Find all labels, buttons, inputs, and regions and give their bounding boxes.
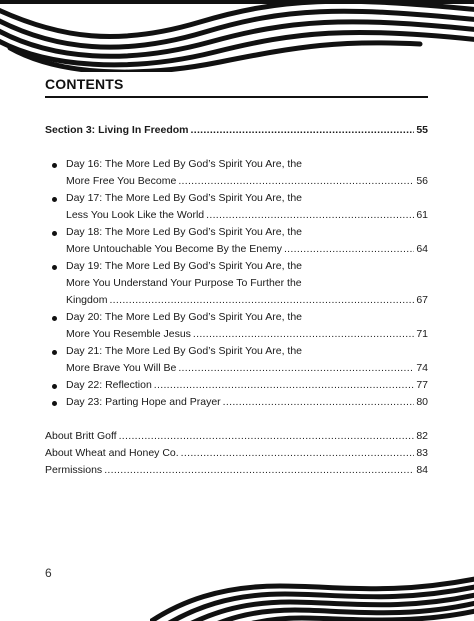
toc-entry-line: Day 19: The More Led By God’s Spirit You Are, the: [66, 260, 303, 272]
wave-decoration-top: [0, 0, 474, 72]
toc-extra-entry[interactable]: [45, 428, 428, 445]
bullet-icon: [52, 197, 57, 202]
toc-entry-label: More Untouchable You Become By the Enemy: [66, 243, 282, 255]
toc-entry-label: Kingdom: [66, 294, 108, 306]
toc-entry-line: Day 21: The More Led By God’s Spirit You Are, the: [66, 345, 303, 357]
spacer: [45, 139, 428, 156]
toc-entry-final-line: [66, 377, 428, 394]
toc-day-entry[interactable]: [45, 258, 428, 309]
toc-section-entry[interactable]: [45, 122, 428, 139]
toc-day-entry[interactable]: [45, 309, 428, 343]
toc-page-number: 77: [416, 379, 428, 391]
toc-day-entry[interactable]: [45, 394, 428, 411]
toc-extra-entry[interactable]: [45, 445, 428, 462]
toc-entry-final-line: [66, 394, 428, 411]
toc-day-entry[interactable]: [45, 343, 428, 377]
toc-day-entry[interactable]: [45, 190, 428, 224]
toc-entry-line: Day 17: The More Led By God’s Spirit You Are, the: [66, 192, 303, 204]
dot-leader: [178, 173, 414, 190]
toc-extra-entry[interactable]: [45, 462, 428, 479]
toc-entry-final-line: [66, 292, 428, 309]
dot-leader: [178, 360, 414, 377]
page-number: 6: [45, 566, 52, 580]
toc-entry-final-line: [66, 241, 428, 258]
toc-entry-line: Day 18: The More Led By God’s Spirit You Are, the: [66, 226, 303, 238]
dot-leader: [193, 326, 414, 343]
toc-page-number: 82: [416, 430, 428, 442]
toc-page-number: 61: [416, 209, 428, 221]
toc-entry-label: Day 23: Parting Hope and Prayer: [66, 396, 221, 408]
bullet-icon: [52, 265, 57, 270]
toc-entry-label: Day 22: Reflection: [66, 379, 152, 391]
table-of-contents: [45, 122, 428, 479]
toc-entry-label: About Wheat and Honey Co.: [45, 447, 179, 459]
toc-page-number: 74: [416, 362, 428, 374]
dot-leader: [181, 445, 415, 462]
toc-entry-final-line: [66, 326, 428, 343]
toc-entry-final-line: [66, 173, 428, 190]
dot-leader: [104, 462, 414, 479]
toc-page-number: 71: [416, 328, 428, 340]
spacer: [45, 411, 428, 428]
toc-entry-line: Day 20: The More Led By God’s Spirit You Are, the: [66, 311, 303, 323]
dot-leader: [223, 394, 415, 411]
dot-leader: [119, 428, 415, 445]
toc-page-number: 64: [416, 243, 428, 255]
toc-entry-label: More You Resemble Jesus: [66, 328, 191, 340]
toc-page-number: 80: [416, 396, 428, 408]
toc-entry-label: Less You Look Like the World: [66, 209, 205, 221]
toc-day-entry[interactable]: [45, 156, 428, 190]
toc-entry-line: Day 16: The More Led By God’s Spirit You Are, the: [66, 158, 303, 170]
toc-day-entry[interactable]: [45, 224, 428, 258]
bullet-icon: [52, 316, 57, 321]
dot-leader: [191, 122, 415, 139]
bullet-icon: [52, 401, 57, 406]
toc-page-number: 84: [416, 464, 428, 476]
toc-entry-label: About Britt Goff: [45, 430, 117, 442]
bullet-icon: [52, 384, 57, 389]
toc-page-number: 56: [416, 175, 428, 187]
toc-entry-label: More Free You Become: [66, 175, 177, 187]
wave-decoration-bottom: [150, 572, 474, 621]
toc-entry-label: More Brave You Will Be: [66, 362, 177, 374]
bullet-icon: [52, 163, 57, 168]
toc-entry-final-line: [66, 207, 428, 224]
dot-leader: [109, 292, 414, 309]
dot-leader: [284, 241, 414, 258]
toc-entry-label: Section 3: Living In Freedom: [45, 124, 189, 136]
toc-entry-line: More You Understand Your Purpose To Further the: [66, 277, 302, 289]
contents-heading: CONTENTS: [45, 76, 124, 92]
dot-leader: [206, 207, 414, 224]
toc-page-number: 55: [416, 124, 428, 136]
dot-leader: [154, 377, 415, 394]
toc-entry-label: Permissions: [45, 464, 103, 476]
toc-day-entry[interactable]: [45, 377, 428, 394]
heading-rule: [45, 96, 428, 98]
toc-page-number: 83: [416, 447, 428, 459]
toc-entry-final-line: [66, 360, 428, 377]
toc-page-number: 67: [416, 294, 428, 306]
bullet-icon: [52, 231, 57, 236]
bullet-icon: [52, 350, 57, 355]
